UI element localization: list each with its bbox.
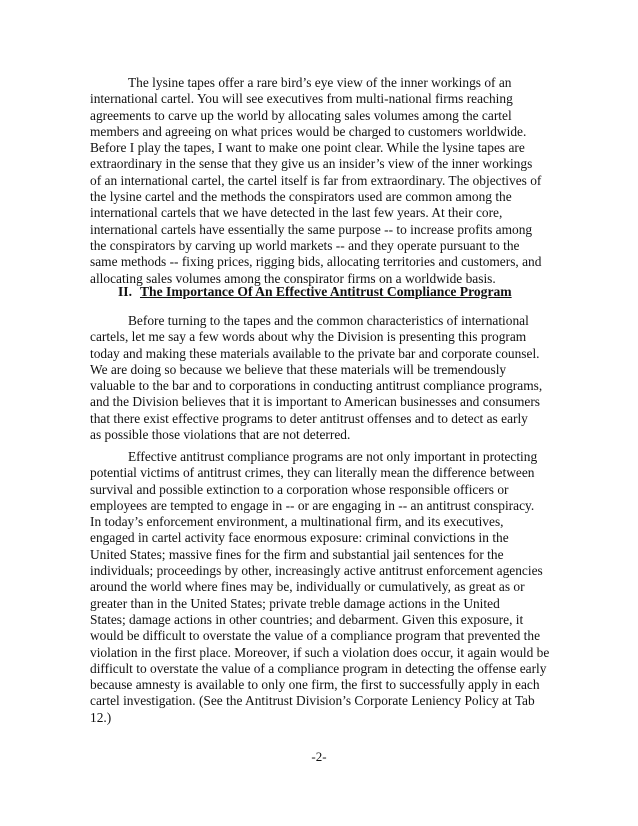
text-line: of an international cartel, the cartel itself is far from extraordinary. The objectives of bbox=[90, 172, 542, 188]
text-line: 12.) bbox=[90, 709, 112, 725]
text-line: cartels, let me say a few words about why the Division is presenting this program bbox=[90, 329, 527, 345]
text-line: survival and possible extinction to a corporation whose responsible officers or bbox=[90, 481, 509, 497]
text-line: potential victims of antitrust crimes, they can literally mean the difference between bbox=[90, 465, 535, 481]
text-line: that there exist effective programs to deter antitrust offenses and to detect as early bbox=[90, 410, 528, 426]
text-line: Before I play the tapes, I want to make one point clear. While the lysine tapes are bbox=[90, 140, 525, 156]
text-line: engaged in cartel activity face enormous exposure: criminal convictions in the bbox=[90, 530, 509, 546]
text-line: the conspirators by carving up world markets -- and they operate pursuant to the bbox=[90, 237, 520, 253]
text-line: international cartel. You will see executives from multi-national firms reaching bbox=[90, 91, 513, 107]
text-line: because amnesty is available to only one firm, the first to successfully apply in each bbox=[90, 677, 540, 693]
text-line: States; damage actions in other countries; and debarment. Given this exposure, it bbox=[90, 611, 524, 627]
text-line: We are doing so because we believe that these materials will be tremendously bbox=[90, 361, 507, 377]
text-line: valuable to the bar and to corporations in conducting antitrust compliance programs, bbox=[90, 378, 543, 394]
text-line: and the Division believes that it is important to American businesses and consumers bbox=[90, 394, 540, 410]
text-line: Effective antitrust compliance programs are not only important in protecting bbox=[128, 449, 538, 464]
text-line: cartel investigation. (See the Antitrust Division’s Corporate Leniency Policy at Tab bbox=[90, 693, 535, 709]
text-line: international cartels that we have detected in the last few years. At their core, bbox=[90, 205, 503, 221]
paragraph-program-purpose bbox=[90, 313, 590, 443]
text-line: allocating sales volumes among the conspirator firms on a worldwide basis. bbox=[90, 270, 496, 286]
text-line: would be difficult to overstate the value of a compliance program that prevented the bbox=[90, 628, 541, 644]
text-line: The lysine tapes offer a rare bird’s eye view of the inner workings of an bbox=[128, 75, 512, 90]
text-line: international cartels have essentially the same purpose -- to increase profits among bbox=[90, 221, 533, 237]
text-line: today and making these materials available to the private bar and corporate counsel. bbox=[90, 345, 540, 361]
text-line: as possible those violations that are not deterred. bbox=[90, 427, 351, 443]
text-line: employees are tempted to engage in -- or are engaging in -- an antitrust conspiracy. bbox=[90, 497, 535, 513]
text-line: United States; massive fines for the firm and substantial jail sentences for the bbox=[90, 546, 504, 562]
text-line: greater than in the United States; private treble damage actions in the United bbox=[90, 595, 500, 611]
paragraph-compliance-programs bbox=[90, 449, 590, 726]
text-line: difficult to overstate the value of a compliance program in detecting the offense early bbox=[90, 660, 547, 676]
text-line: violation in the first place. Moreover, if such a violation does occur, it again would be bbox=[90, 644, 550, 660]
text-line: same methods -- fixing prices, rigging bids, allocating territories and customers, and bbox=[90, 254, 542, 270]
section-heading bbox=[118, 284, 512, 300]
text-line: individuals; proceedings by other, increasingly active antitrust enforcement agencies bbox=[90, 563, 543, 579]
text-line: extraordinary in the sense that they give us an insider’s view of the inner workings bbox=[90, 156, 533, 172]
page-number: -2- bbox=[311, 749, 327, 764]
section-number: II. bbox=[118, 284, 132, 299]
text-line: Before turning to the tapes and the common characteristics of international bbox=[128, 313, 529, 328]
text-line: In today’s enforcement environment, a multinational firm, and its executives, bbox=[90, 514, 504, 530]
text-line: members and agreeing on what prices would be charged to customers worldwide. bbox=[90, 123, 527, 139]
paragraph-lysine-tapes bbox=[90, 75, 590, 287]
section-title: The Importance Of An Effective Antitrust Compliance Program bbox=[139, 284, 512, 299]
text-line: the lysine cartel and the methods the conspirators used are common among the bbox=[90, 189, 512, 205]
text-line: around the world where fines may be, individually or cumulatively, as great as or bbox=[90, 579, 525, 595]
text-line: agreements to carve up the world by allocating sales volumes among the cartel bbox=[90, 107, 512, 123]
